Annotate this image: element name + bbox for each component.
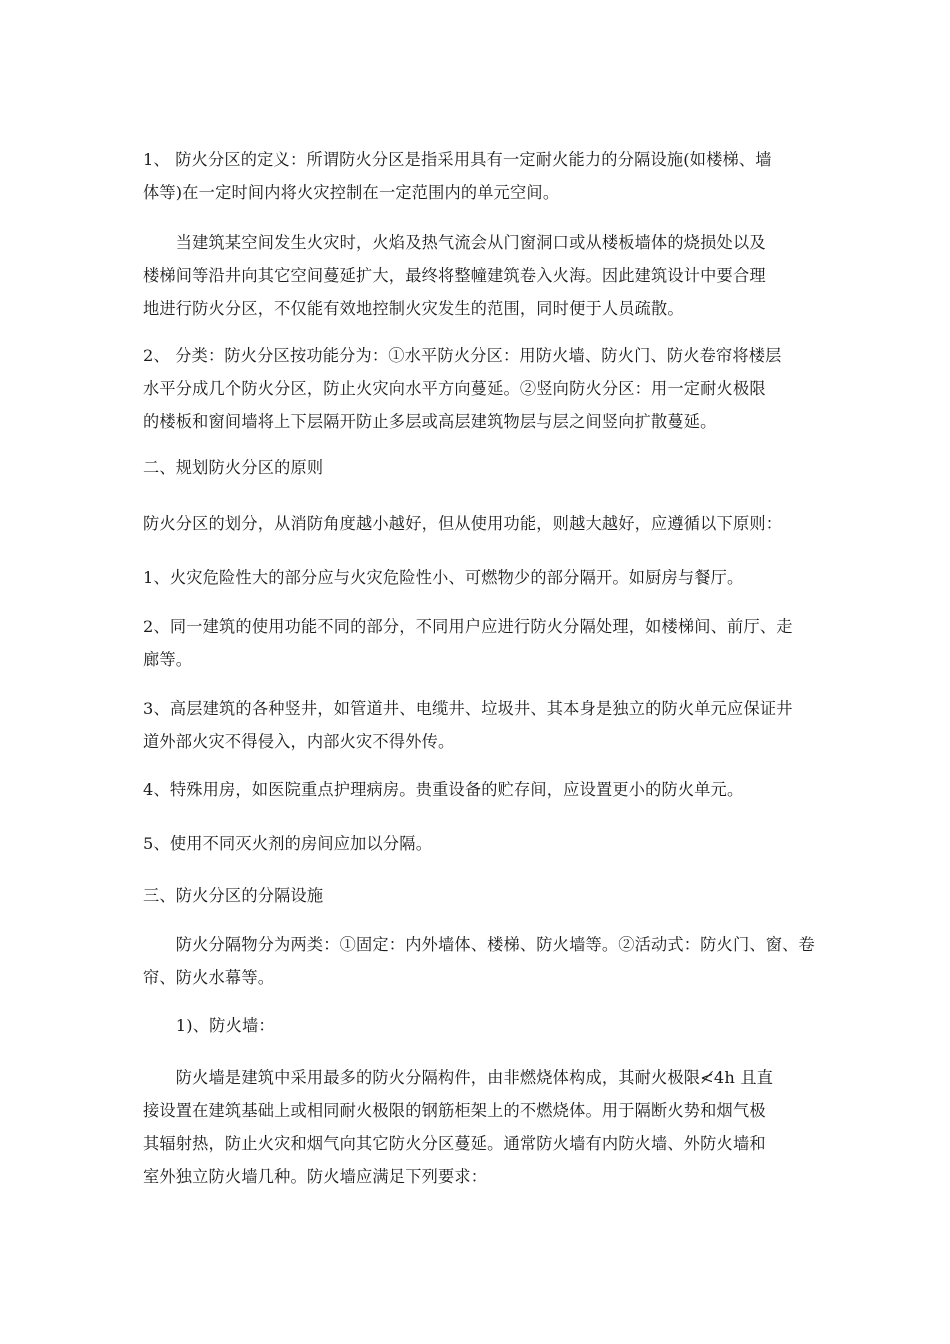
list-item-principle-3 [143,692,815,758]
text-line: 道外部火灾不得侵入，内部火灾不得外传。 [143,732,455,751]
paragraph-classification [143,339,815,438]
text-line: 1、 防火分区的定义：所谓防火分区是指采用具有一定耐火能力的分隔设施(如楼梯、墙 [143,150,772,169]
list-item-principle-1 [143,561,815,594]
paragraph-fire-spread [143,226,815,325]
text-line: 1、火灾危险性大的部分应与火灾危险性小、可燃物少的部分隔开。如厨房与餐厅。 [143,568,744,587]
paragraph-firewall-description [143,1061,815,1193]
text-line: 当建筑某空间发生火灾时，火焰及热气流会从门窗洞口或从楼板墙体的烧损处以及 [143,233,766,252]
paragraph-principles-intro [143,507,815,540]
list-item-principle-5 [143,827,815,860]
heading-text: 1)、防火墙： [143,1016,275,1035]
text-line: 体等)在一定时间内将火灾控制在一定范围内的单元空间。 [143,183,560,202]
paragraph-fire-zone-definition [143,143,815,209]
text-line: 5、使用不同灭火剂的房间应加以分隔。 [143,834,433,853]
text-line: 接设置在建筑基础上或相同耐火极限的钢筋柜架上的不燃烧体。用于隔断火势和烟气极 [143,1101,766,1120]
heading-text: 三、防火分区的分隔设施 [143,886,324,905]
text-line: 楼梯间等沿井向其它空间蔓延扩大，最终将整幢建筑卷入火海。因此建筑设计中要合理 [143,266,766,285]
text-line: 水平分成几个防火分区，防止火灾向水平方向蔓延。②竖向防火分区：用一定耐火极限 [143,379,766,398]
text-line: 2、同一建筑的使用功能不同的部分，不同用户应进行防火分隔处理，如楼梯间、前厅、走 [143,617,793,636]
paragraph-separation-types [143,928,815,994]
text-line: 2、 分类：防火分区按功能分为：①水平防火分区：用防火墙、防火门、防火卷帘将楼层 [143,346,782,365]
section-heading-separation-facilities [143,879,815,912]
text-line: 其辐射热，防止火灾和烟气向其它防火分区蔓延。通常防火墙有内防火墙、外防火墙和 [143,1134,766,1153]
text-line: 室外独立防火墙几种。防火墙应满足下列要求： [143,1167,488,1186]
text-line: 防火分区的划分，从消防角度越小越好，但从使用功能，则越大越好，应遵循以下原则： [143,514,783,533]
text-line: 防火墙是建筑中采用最多的防火分隔构件，由非燃烧体构成，其耐火极限≮4h 且直 [143,1068,774,1087]
text-line: 廊等。 [143,650,193,669]
list-item-principle-2 [143,610,815,676]
text-line: 帘、防火水幕等。 [143,968,275,987]
section-heading-principles [143,451,815,484]
text-line: 地进行防火分区，不仅能有效地控制火灾发生的范围，同时便于人员疏散。 [143,299,684,318]
text-line: 防火分隔物分为两类：①固定：内外墙体、楼梯、防火墙等。②活动式：防火门、窗、卷 [143,935,815,954]
list-item-principle-4 [143,773,815,806]
text-line: 4、特殊用房，如医院重点护理病房。贵重设备的贮存间，应设置更小的防火单元。 [143,780,744,799]
heading-text: 二、规划防火分区的原则 [143,458,324,477]
text-line: 3、高层建筑的各种竖井，如管道井、电缆井、垃圾井、其本身是独立的防火单元应保证井 [143,699,793,718]
subheading-firewall [143,1009,815,1042]
text-line: 的楼板和窗间墙将上下层隔开防止多层或高层建筑物层与层之间竖向扩散蔓延。 [143,412,717,431]
